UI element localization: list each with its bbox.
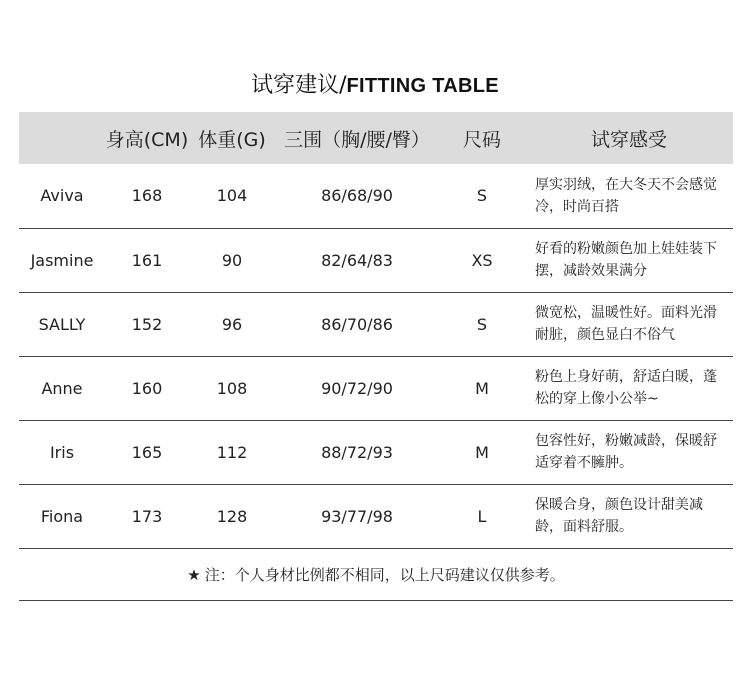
title-cn: 试穿建议/ — [251, 73, 347, 98]
cell-name: Jasmine — [30, 250, 94, 270]
cell-measurements: 90/72/90 — [321, 378, 393, 398]
page-title — [0, 70, 750, 102]
cell-measurements: 82/64/83 — [321, 250, 393, 270]
cell-measurements: 86/68/90 — [321, 186, 393, 206]
table-row — [19, 228, 733, 292]
cell-feel: 厚实羽绒，在大冬天不会感觉冷，时尚百搭 — [535, 176, 717, 215]
cell-measurements: 86/70/86 — [321, 314, 393, 334]
cell-measurements: 93/77/98 — [321, 506, 393, 526]
header-measurements: 三围（胸/腰/臀） — [284, 128, 430, 151]
table-row — [19, 164, 733, 228]
cell-feel: 保暖合身，颜色设计甜美减龄，面料舒服。 — [535, 497, 703, 535]
star-icon: ★ — [187, 565, 201, 584]
cell-height: 161 — [131, 250, 163, 270]
cell-height: 152 — [131, 314, 163, 334]
cell-weight: 128 — [216, 506, 248, 526]
header-row — [19, 112, 733, 164]
cell-size: XS — [471, 250, 493, 270]
cell-name: Fiona — [40, 506, 84, 526]
header-feel: 试穿感受 — [590, 128, 667, 151]
cell-feel: 粉色上身好萌，舒适白暖，蓬松的穿上像小公举~ — [535, 369, 717, 407]
cell-height: 173 — [131, 506, 163, 526]
table-row — [19, 292, 733, 356]
cell-measurements: 88/72/93 — [321, 442, 393, 462]
cell-name: Anne — [41, 378, 83, 398]
cell-size: M — [475, 378, 489, 398]
note-text: 注：个人身材比例都不相同，以上尺码建议仅供参考。 — [204, 565, 565, 584]
fitting-table — [19, 112, 733, 601]
cell-height: 168 — [131, 186, 163, 206]
table-row — [19, 356, 733, 420]
cell-size: M — [475, 442, 489, 462]
cell-weight: 96 — [221, 314, 243, 334]
cell-name: SALLY — [38, 314, 86, 334]
header-name — [19, 112, 105, 164]
note-row — [19, 548, 733, 600]
cell-name: Aviva — [40, 186, 84, 206]
cell-weight: 104 — [216, 186, 248, 206]
cell-height: 165 — [131, 442, 163, 462]
cell-feel: 好看的粉嫩颜色加上娃娃装下摆，减龄效果满分 — [535, 241, 717, 279]
cell-size: L — [477, 506, 487, 526]
table-row — [19, 420, 733, 484]
cell-weight: 90 — [221, 250, 243, 270]
cell-size: S — [476, 186, 488, 206]
cell-size: S — [476, 314, 488, 334]
cell-feel: 包容性好，粉嫩减龄，保暖舒适穿着不臃肿。 — [535, 433, 717, 471]
header-height: 身高(CM) — [105, 128, 189, 151]
cell-weight: 112 — [216, 442, 248, 462]
header-weight: 体重(G) — [198, 128, 266, 151]
title-en: FITTING TABLE — [346, 75, 499, 97]
cell-name: Iris — [49, 442, 75, 462]
cell-height: 160 — [131, 378, 163, 398]
table-row — [19, 484, 733, 548]
cell-weight: 108 — [216, 378, 248, 398]
cell-feel: 微宽松，温暖性好。面料光滑耐脏，颜色显白不俗气 — [535, 305, 717, 343]
header-size: 尺码 — [462, 128, 501, 151]
note-cell — [19, 548, 733, 600]
